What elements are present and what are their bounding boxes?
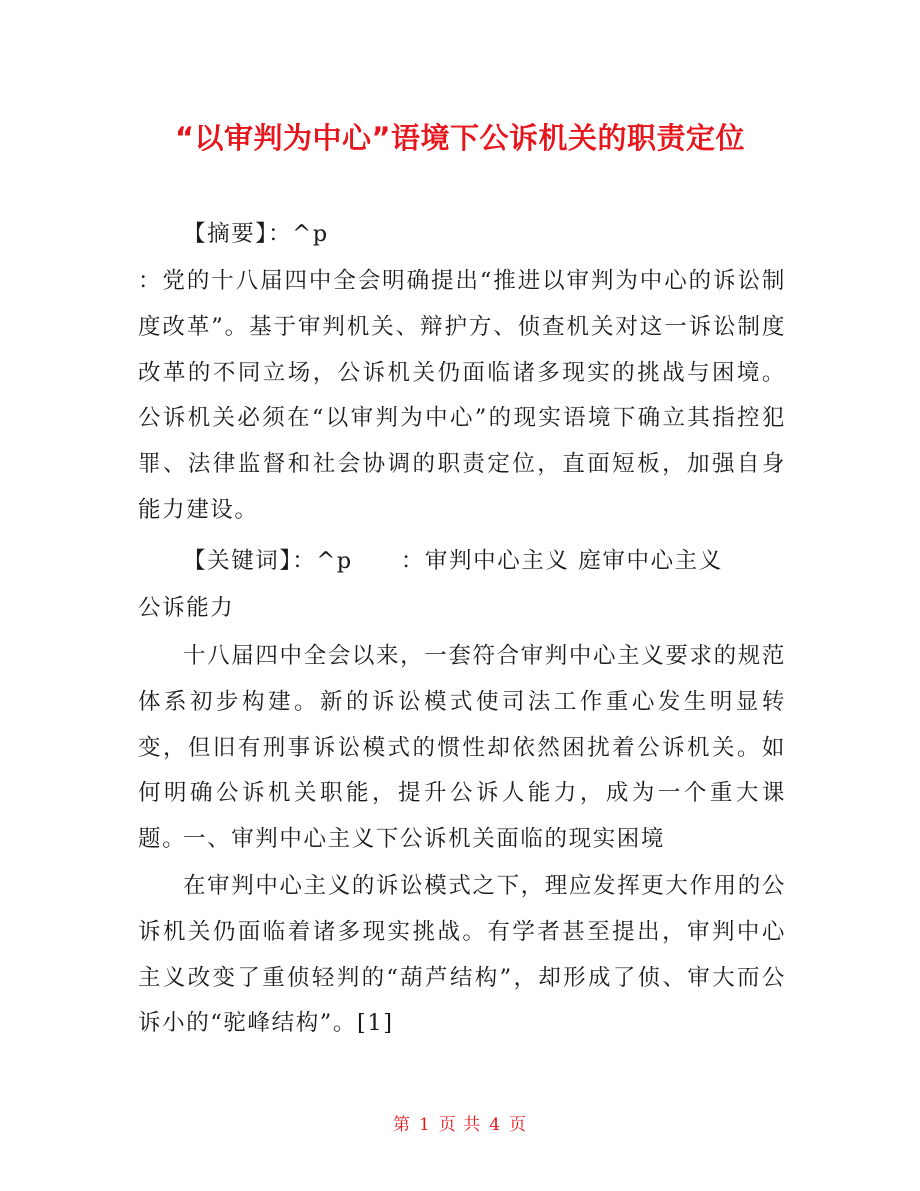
- keywords-part1: ：审判中心主义 庭审中心主义: [400, 548, 723, 574]
- footer-total-pages: 4: [489, 1115, 502, 1135]
- abstract-text: ：党的十八届四中全会明确提出“推进以审判为中心的诉讼制度改革”。基于审判机关、辩护方、侦查机关对这一诉讼制度改革的不同立场，公诉机关仍面临诸多现实的挑战与困境。公诉机关必须在“以审判为中心”的现实语境下确立其指控犯罪、法律监督和社会协调的职责定位，直面短板，加强自身能力建设。: [138, 268, 786, 523]
- keywords-label: 【关键词】：^p: [183, 548, 353, 574]
- keywords-line: [183, 541, 723, 581]
- footer-middle: 页 共: [438, 1115, 482, 1135]
- footer-prefix: 第: [392, 1115, 411, 1135]
- paragraph-2: 在审判中心主义的诉讼模式之下，理应发挥更大作用的公诉机关仍面临着诸多现实挑战。有学者甚至提出，审判中心主义改变了重侦轻判的“葫芦结构”，却形成了侦、审大而公诉小的“驼峰结构”。[1]: [138, 873, 786, 1037]
- document-title: “以审判为中心”语境下公诉机关的职责定位: [174, 121, 746, 155]
- abstract-label: 【摘要】：^p: [183, 221, 329, 247]
- page-footer: [0, 1110, 920, 1140]
- footer-current-page: 1: [418, 1115, 431, 1135]
- paragraph-1: 十八届四中全会以来，一套符合审判中心主义要求的规范体系初步构建。新的诉讼模式使司法工作重心发生明显转变，但旧有刑事诉讼模式的惯性却依然困扰着公诉机关。如何明确公诉机关职能，提升公诉人能力，成为一个重大课题。: [138, 643, 786, 853]
- keywords-part2: 公诉能力: [138, 595, 235, 621]
- section-heading-1: 一、审判中心主义下公诉机关面临的现实困境: [183, 826, 666, 852]
- footer-suffix: 页: [509, 1115, 528, 1135]
